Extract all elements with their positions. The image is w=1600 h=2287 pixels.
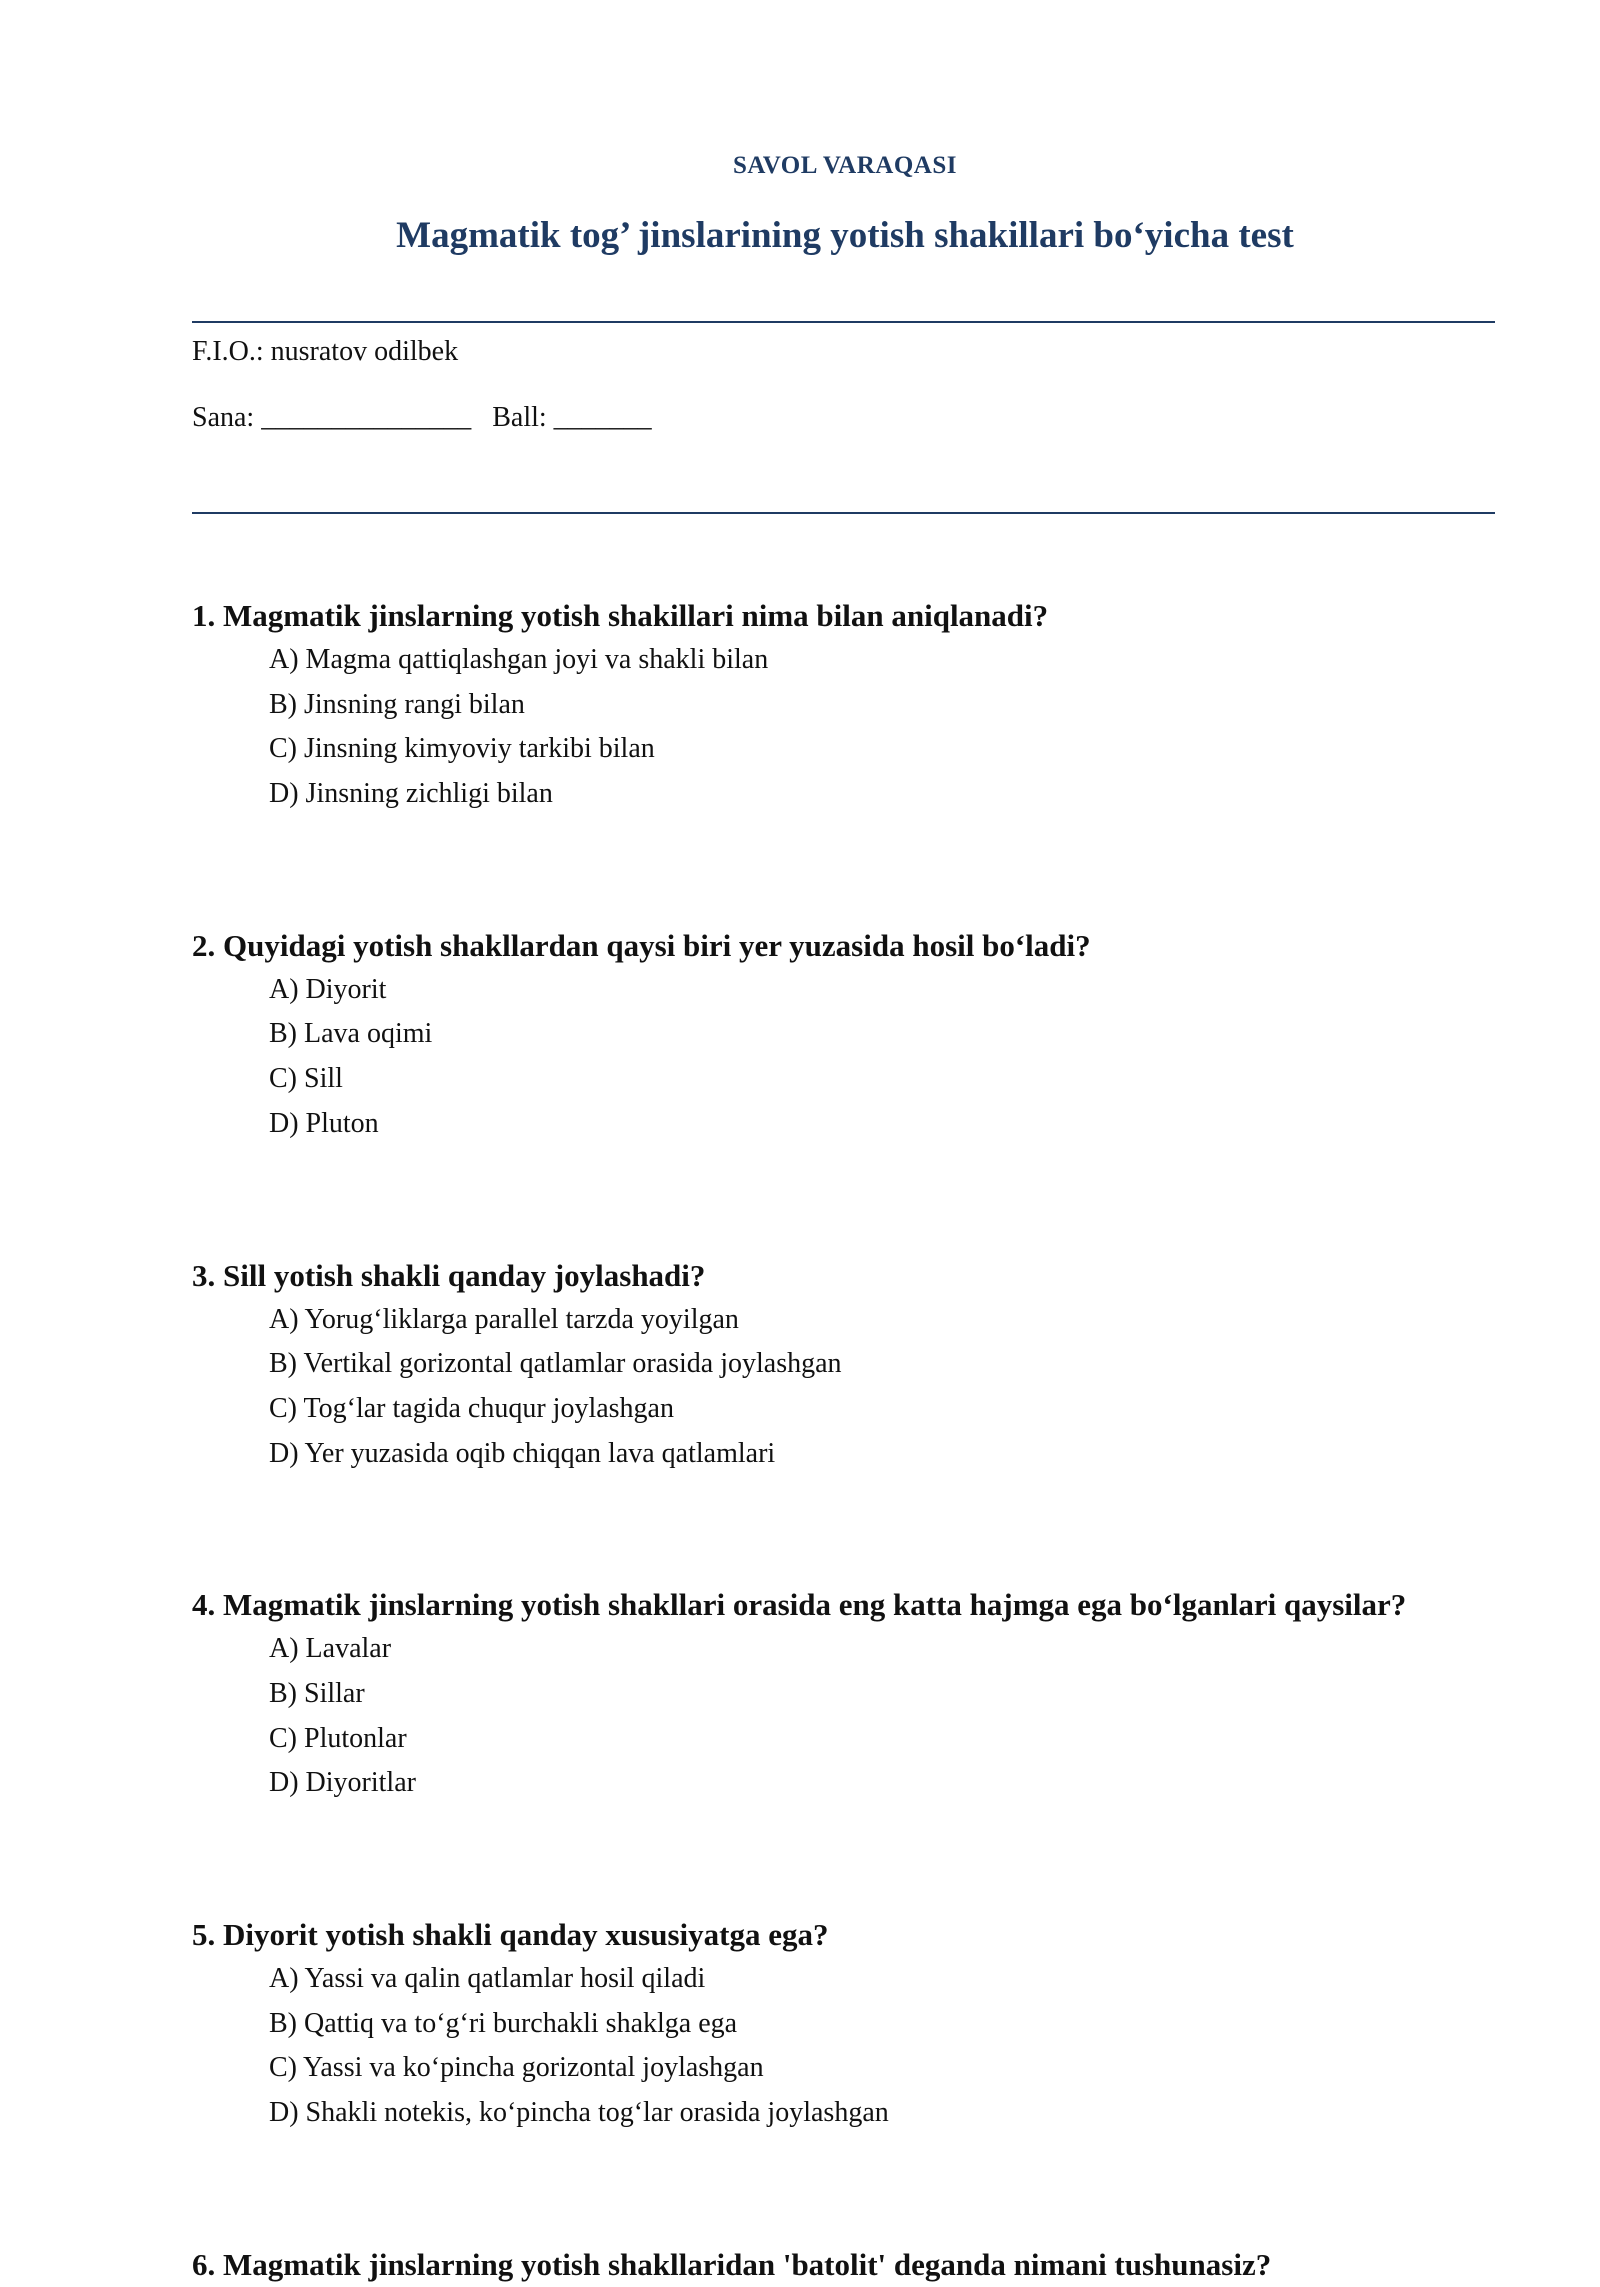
date-score-line bbox=[192, 402, 652, 434]
answer-option-d: D) Shakli notekis, ko‘pincha tog‘lar orasida joylashgan bbox=[269, 2097, 889, 2129]
answer-option-c: C) Sill bbox=[269, 1063, 343, 1095]
answer-option-d: D) Yer yuzasida oqib chiqqan lava qatlamlari bbox=[269, 1437, 776, 1469]
question-text: 5. Diyorit yotish shakli qanday xususiyatga ega? bbox=[192, 1917, 829, 1952]
question-spacer bbox=[192, 2136, 1512, 2243]
answer-option-a: A) Yassi va qalin qatlamlar hosil qiladi bbox=[269, 1963, 706, 1994]
question-spacer bbox=[192, 1147, 1512, 1254]
question-1 bbox=[192, 594, 1512, 817]
answer-options bbox=[192, 1627, 1512, 1806]
question-3 bbox=[192, 1254, 1512, 1477]
bottom-divider bbox=[192, 512, 1495, 514]
question-4 bbox=[192, 1583, 1512, 1806]
fio-value: nusratov odilbek bbox=[270, 336, 459, 367]
answer-option-c: C) Jinsning kimyoviy tarkibi bilan bbox=[269, 733, 655, 765]
question-text: 3. Sill yotish shakli qanday joylashadi? bbox=[192, 1257, 706, 1293]
score-label: Ball: bbox=[492, 402, 547, 433]
answer-options bbox=[192, 1957, 1512, 2136]
score-blank: _______ bbox=[553, 402, 652, 433]
answer-option-d: D) Diyoritlar bbox=[269, 1767, 416, 1799]
answer-option-d: D) Jinsning zichligi bilan bbox=[269, 778, 553, 810]
fio-label: F.I.O.: bbox=[192, 336, 264, 367]
question-5 bbox=[192, 1913, 1512, 2136]
top-divider bbox=[192, 321, 1495, 323]
question-2 bbox=[192, 924, 1512, 1147]
answer-option-c: C) Yassi va ko‘pincha gorizontal joylashgan bbox=[269, 2052, 764, 2084]
date-blank: _______________ bbox=[261, 402, 472, 433]
question-text: 1. Magmatik jinslarning yotish shakillari nima bilan aniqlanadi? bbox=[192, 598, 1049, 633]
question-list bbox=[192, 594, 1512, 2287]
question-text: 6. Magmatik jinslarning yotish shakllaridan 'batolit' deganda nimani tushunasiz? bbox=[192, 2246, 1272, 2282]
answer-options bbox=[192, 638, 1512, 817]
answer-option-a: A) Yorug‘liklarga parallel tarzda yoyilgan bbox=[269, 1303, 739, 1335]
question-spacer bbox=[192, 817, 1512, 924]
answer-option-b: B) Qattiq va to‘g‘ri burchakli shaklga ega bbox=[269, 2007, 738, 2039]
answer-options bbox=[192, 968, 1512, 1147]
answer-option-a: A) Diyorit bbox=[269, 973, 387, 1005]
answer-option-c: C) Plutonlar bbox=[269, 1722, 407, 1754]
question-spacer bbox=[192, 1806, 1512, 1913]
student-name-line bbox=[192, 336, 458, 368]
question-6 bbox=[192, 2243, 1512, 2287]
answer-option-b: B) Sillar bbox=[269, 1677, 365, 1709]
answer-options bbox=[192, 1298, 1512, 1477]
answer-option-b: B) Lava oqimi bbox=[269, 1018, 433, 1050]
sheet-label: SAVOL VARAQASI bbox=[733, 152, 957, 179]
question-text: 4. Magmatik jinslarning yotish shakllari orasida eng katta hajmga ega bo‘lganlari qaysilar? bbox=[192, 1587, 1407, 1623]
question-spacer bbox=[192, 1476, 1512, 1583]
page-title: Magmatik tog’ jinslarining yotish shakillari bo‘yicha test bbox=[396, 215, 1294, 256]
question-text: 2. Quyidagi yotish shakllardan qaysi biri yer yuzasida hosil bo‘ladi? bbox=[192, 927, 1091, 963]
answer-option-d: D) Pluton bbox=[269, 1107, 379, 1139]
answer-option-b: B) Jinsning rangi bilan bbox=[269, 688, 525, 720]
answer-option-a: A) Lavalar bbox=[269, 1633, 392, 1665]
answer-option-a: A) Magma qattiqlashgan joyi va shakli bilan bbox=[269, 644, 769, 675]
answer-option-b: B) Vertikal gorizontal qatlamlar orasida joylashgan bbox=[269, 1348, 842, 1380]
date-label: Sana: bbox=[192, 402, 255, 433]
answer-option-c: C) Tog‘lar tagida chuqur joylashgan bbox=[269, 1392, 674, 1424]
